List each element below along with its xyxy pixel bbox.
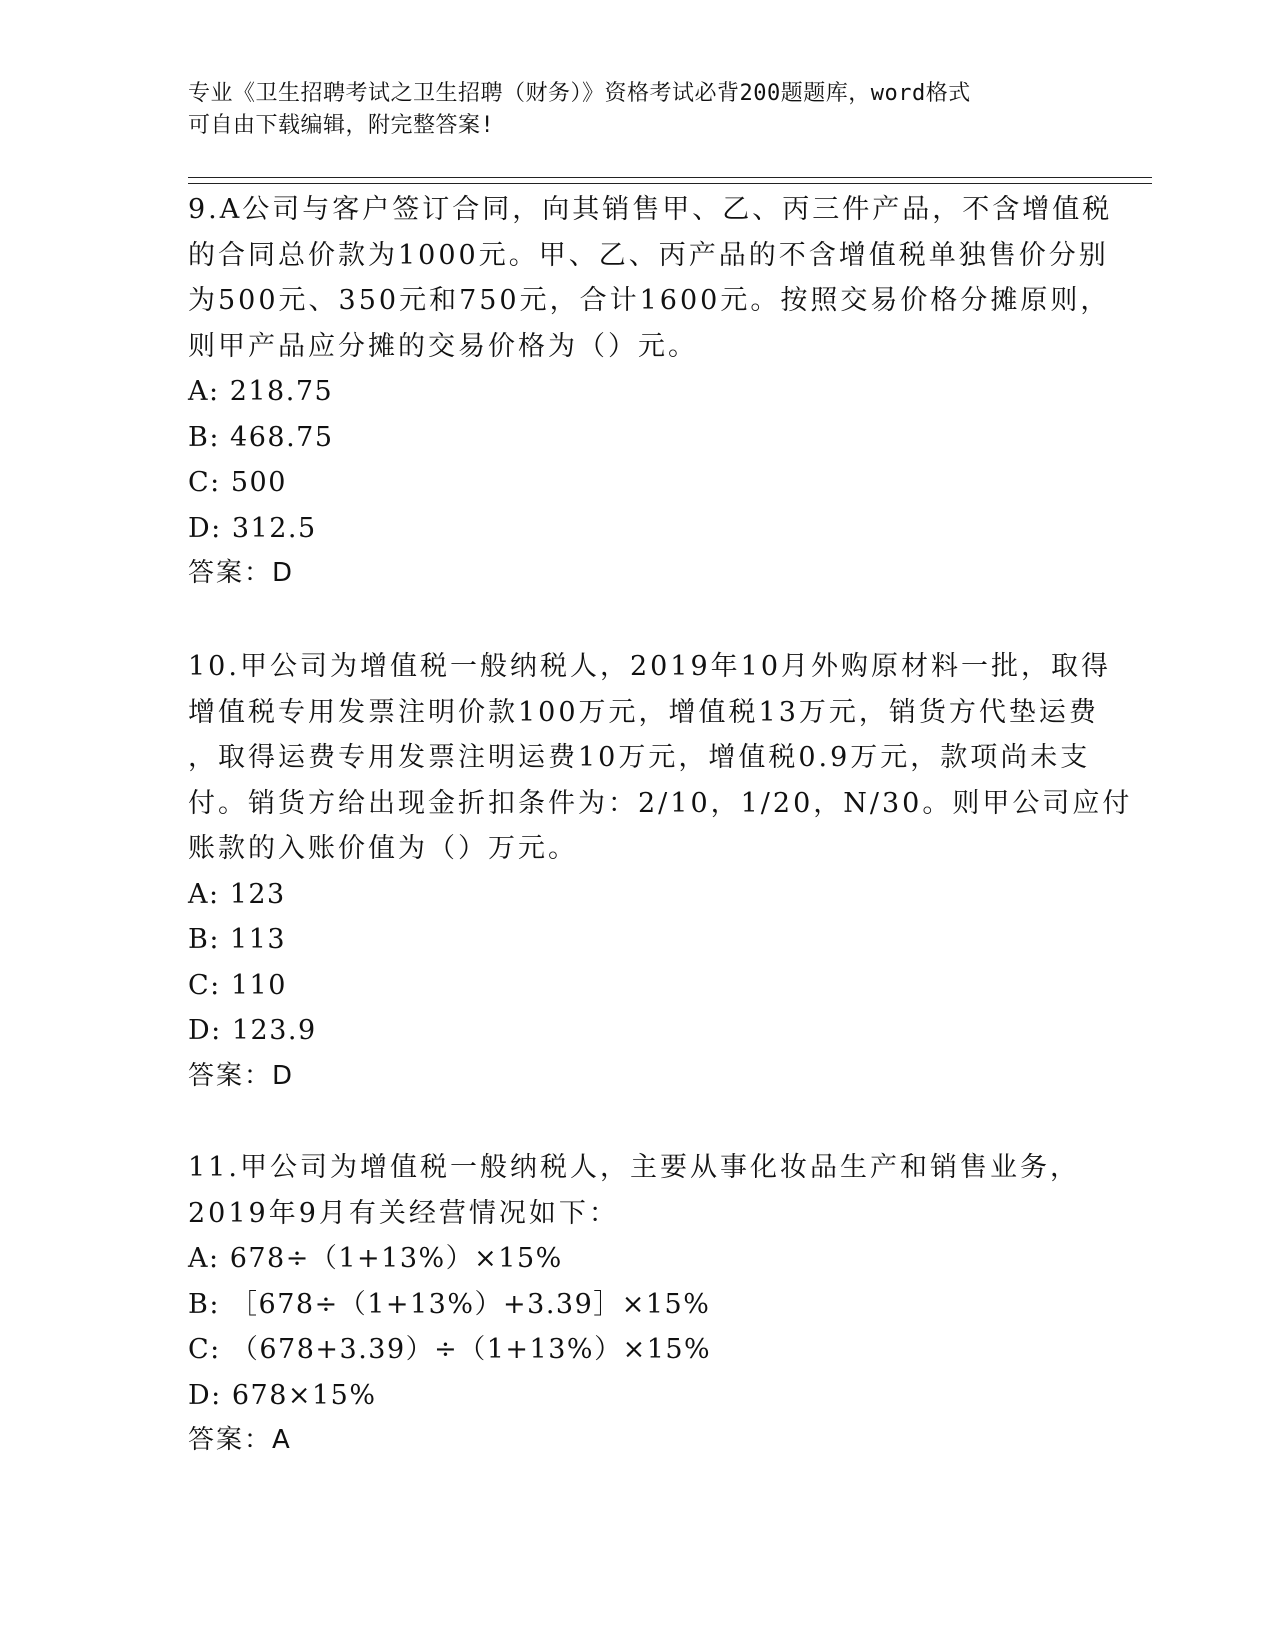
option-letter: D: — [188, 512, 222, 544]
question-line: 则甲产品应分摊的交易价格为（）元。 — [188, 330, 698, 362]
option-d — [188, 1373, 1088, 1419]
option-letter: C: — [188, 969, 221, 1001]
question-line: 为500元、350元和750元，合计1600元。按照交易价格分摊原则， — [188, 285, 1111, 316]
option-value: 123 — [229, 878, 286, 910]
header-line: 专业《卫生招聘考试之卫生招聘（财务）》资格考试必背200题题库，word格式 — [188, 81, 971, 106]
answer-line: 答案：D — [188, 558, 295, 588]
option-a — [188, 1236, 1088, 1282]
document-header — [188, 78, 1088, 142]
option-value: 468.75 — [230, 421, 334, 453]
option-c — [188, 460, 1088, 506]
option-value: 218.75 — [229, 376, 334, 407]
question-line: 增值税专用发票注明价款100万元，增值税13万元，销货方代垫运费 — [188, 696, 1099, 728]
question-block — [188, 187, 1113, 597]
option-letter: B: — [188, 421, 220, 453]
option-b — [188, 1282, 1088, 1328]
option-letter: C: — [188, 467, 221, 498]
question-text — [188, 187, 1113, 369]
option-value: 312.5 — [231, 512, 317, 544]
question-line: 11.甲公司为增值税一般纳税人，主要从事化妆品生产和销售业务， — [188, 1152, 1080, 1183]
option-value: 123.9 — [231, 1015, 317, 1046]
option-a — [188, 369, 1088, 415]
question-line: 9.A公司与客户签订合同，向其销售甲、乙、丙三件产品，不含增值税 — [188, 194, 1113, 225]
option-c — [188, 963, 1088, 1009]
header-line: 可自由下载编辑，附完整答案! — [188, 113, 495, 138]
question-line: 付。销货方给出现金折扣条件为：2/10，1/20，N/30。则甲公司应付 — [188, 787, 1133, 819]
option-c — [188, 1327, 1088, 1373]
question-line: 账款的入账价值为（）万元。 — [188, 833, 578, 864]
question-line: 的合同总价款为1000元。甲、乙、丙产品的不含增值税单独售价分别 — [188, 239, 1109, 271]
question-block — [188, 1145, 1088, 1464]
option-value: 500 — [230, 467, 287, 498]
option-letter: B: — [188, 1288, 220, 1320]
option-letter: D: — [188, 1015, 222, 1046]
option-letter: D: — [188, 1379, 222, 1411]
option-d — [188, 1008, 1088, 1054]
header-divider — [188, 183, 1152, 184]
option-b — [188, 917, 1088, 963]
question-block — [188, 644, 1133, 1099]
question-text — [188, 1145, 1088, 1236]
header-divider — [188, 177, 1152, 178]
option-value: 113 — [230, 924, 287, 955]
option-value: （678+3.39）÷（1+13%）×15% — [230, 1334, 712, 1365]
option-b — [188, 415, 1088, 461]
question-line: 10.甲公司为增值税一般纳税人，2019年10月外购原材料一批，取得 — [188, 651, 1112, 682]
option-value: 678×15% — [231, 1379, 377, 1411]
answer-line: 答案：A — [188, 1425, 292, 1455]
option-a — [188, 872, 1088, 918]
option-letter: A: — [188, 376, 220, 407]
option-letter: A: — [188, 878, 220, 910]
option-letter: B: — [188, 924, 220, 955]
option-letter: C: — [188, 1334, 221, 1365]
question-text — [188, 644, 1133, 872]
option-value: 678÷（1+13%）×15% — [229, 1243, 563, 1274]
question-line: ，取得运费专用发票注明运费10万元，增值税0.9万元，款项尚未支 — [188, 742, 1091, 773]
option-value: 110 — [230, 969, 287, 1001]
option-letter: A: — [188, 1243, 220, 1274]
question-line: 2019年9月有关经营情况如下： — [188, 1197, 619, 1229]
option-value: ［678÷（1+13%）+3.39］×15% — [230, 1288, 711, 1320]
answer-line: 答案：D — [188, 1060, 295, 1091]
option-d — [188, 506, 1088, 552]
